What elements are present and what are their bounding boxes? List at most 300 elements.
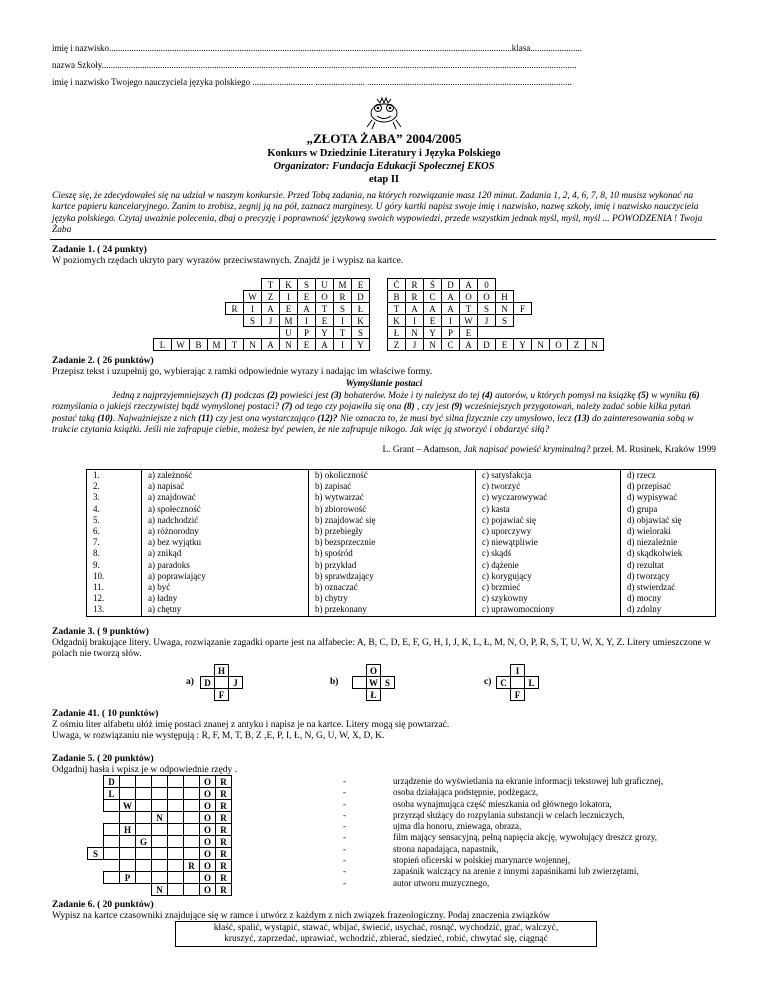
- grid-cell: T: [316, 303, 334, 315]
- puzzle-cell: [511, 677, 525, 689]
- grid-cell: [550, 279, 568, 291]
- definition-text: autor utworu muzycznego,: [393, 877, 490, 888]
- crossword-cell: R: [216, 860, 232, 872]
- frog-logo-icon: [363, 95, 405, 135]
- grid-cell: W: [172, 339, 190, 351]
- grid-cell: [532, 279, 550, 291]
- grid-cell: M: [280, 315, 298, 327]
- crossword-cell: P: [120, 872, 136, 884]
- task2-title: Zadanie 2. ( 26 punktów): [52, 356, 154, 366]
- puzzle-cell: [381, 689, 395, 701]
- grid-cell: R: [334, 291, 352, 303]
- option-item: b) bezsprzecznie: [315, 537, 376, 548]
- grid-cell: [568, 291, 586, 303]
- grid-cell: [226, 279, 244, 291]
- option-item: 3.: [93, 492, 100, 503]
- contest-title: „ZŁOTA ŻABA” 2004/2005: [306, 131, 462, 146]
- grid-cell: [190, 315, 208, 327]
- grid-cell: [514, 315, 532, 327]
- grid-cell: T: [262, 279, 280, 291]
- task3-instruction: Odgadnij brakujące litery. Uwaga, rozwiązanie zagadki oparte jest na alfabecie: A, B, C, D, E, F, G, H, I, J, K, L, Ł, M, N, O, P, R, S, T, U, W, X, Y, Z. Litery umieszczone w polach nie tworzą słów.: [52, 638, 711, 660]
- grid-cell: [532, 291, 550, 303]
- crossword-cell: [152, 872, 168, 884]
- grid-cell: A: [442, 303, 460, 315]
- task2-options-table: [86, 469, 716, 617]
- options-a: [142, 470, 309, 617]
- crossword-cell: R: [216, 788, 232, 800]
- grid-cell: E: [460, 327, 478, 339]
- grid-cell: F: [514, 303, 532, 315]
- grid-cell: I: [298, 315, 316, 327]
- option-item: d) wieloraki: [627, 526, 671, 537]
- grid-cell: R: [406, 291, 424, 303]
- grid-cell: Z: [568, 339, 586, 351]
- stage: etap II: [368, 174, 400, 185]
- option-item: 11.: [93, 582, 104, 593]
- puzzle-cell: J: [229, 677, 243, 689]
- grid-cell: [514, 279, 532, 291]
- grid-cell: K: [388, 315, 406, 327]
- grid-cell: [208, 327, 226, 339]
- grid-cell: Ć: [388, 279, 406, 291]
- grid-cell: [586, 327, 604, 339]
- task2-text: Jedną z najprzyjemniejszych (1) podczas (2) powieści jest (3) bohaterów. Może i ty należysz do tej (4) autorów, u których pomysł na książkę (5) w wyniku (6) rozmyślania o jakiejś rzeczywistej bądź wymyślonej postaci? (7) od tego czy pojawiła się ona (8) , czy jest (9) wcześniejszych przygotowań, należy zadać sobie kilka pytań postać taką (10). Najważniejsze z nich (11) czy jest ona wystarczająco (12)? Nie oznacza to, że musi być silna fizycznie czy umysłowo, lecz (13) do zainteresowania sobą w trakcie czytania książki. Jeśli nie zafrapuje ciebie, możesz być pewien, że nie zafrapuje nikogo. Jak więc ją stworzyć i obdarzyć siłą?: [52, 391, 700, 435]
- dash: -: [343, 843, 346, 854]
- grid-cell: [496, 327, 514, 339]
- grid-cell: [550, 327, 568, 339]
- grid-cell: J: [406, 339, 424, 351]
- crossword-cell: [184, 872, 200, 884]
- crossword-cell: [152, 824, 168, 836]
- crossword-cell: R: [216, 800, 232, 812]
- name-line: imię i nazwisko...................................................................................................................................................................................klasa.......................: [52, 43, 582, 53]
- option-item: 12.: [93, 593, 105, 604]
- grid-cell: [370, 303, 388, 315]
- crossword-cell: [104, 848, 120, 860]
- puzzle-cell: H: [215, 665, 229, 677]
- grid-cell: A: [262, 303, 280, 315]
- definition-item: [343, 855, 663, 866]
- puzzle-cell: [353, 677, 367, 689]
- task5-instruction: Odgadnij hasła i wpisz je w odpowiednie rzędy .: [52, 765, 237, 775]
- option-item: a) ładny: [148, 593, 178, 604]
- crossword-cell: R: [184, 860, 200, 872]
- puzzle-cell: [201, 689, 215, 701]
- crossword-cell: [88, 884, 104, 896]
- crossword-cell: R: [216, 824, 232, 836]
- grid-cell: I: [244, 303, 262, 315]
- option-item: d) tworzący: [627, 570, 670, 581]
- crossword-cell: [120, 788, 136, 800]
- puzzle-cell: [215, 677, 229, 689]
- crossword-cell: N: [152, 812, 168, 824]
- crossword-cell: [184, 776, 200, 788]
- crossword-cell: [184, 824, 200, 836]
- option-item: a) paradoks: [148, 559, 190, 570]
- puzzle-cell: F: [511, 689, 525, 701]
- crossword-cell: [88, 800, 104, 812]
- grid-cell: B: [388, 291, 406, 303]
- grid-cell: T: [388, 303, 406, 315]
- grid-cell: [172, 327, 190, 339]
- option-item: a) różnorodny: [148, 526, 199, 537]
- grid-cell: [550, 291, 568, 303]
- puzzle-cell: [353, 665, 367, 677]
- grid-cell: [172, 315, 190, 327]
- option-item: 7.: [93, 537, 100, 548]
- grid-cell: [532, 327, 550, 339]
- organizer: Organizator: Fundacja Edukacji Społecznej EKOS: [273, 161, 495, 172]
- grid-cell: I: [334, 315, 352, 327]
- school-line: nazwa Szkoły...................................................................................................................................................................................................................: [52, 60, 577, 70]
- grid-cell: N: [532, 339, 550, 351]
- definition-text: stopień oficerski w polskiej marynarce wojennej,: [393, 855, 570, 866]
- source-publication: przeł. M. Rusinek, Kraków 1999: [590, 445, 716, 455]
- grid-cell: T: [460, 303, 478, 315]
- option-item: d) rezultat: [627, 559, 664, 570]
- option-item: c) kasta: [482, 503, 510, 514]
- grid-cell: [514, 291, 532, 303]
- grid-cell: [586, 303, 604, 315]
- crossword-cell: O: [200, 788, 216, 800]
- grid-cell: 0: [478, 279, 496, 291]
- dash: -: [343, 798, 346, 809]
- option-item: 4.: [93, 503, 100, 514]
- grid-cell: T: [334, 327, 352, 339]
- grid-cell: E: [316, 315, 334, 327]
- grid-cell: I: [406, 315, 424, 327]
- crossword-cell: [152, 860, 168, 872]
- grid-cell: [532, 315, 550, 327]
- grid-cell: [370, 315, 388, 327]
- task6-verb-box: [175, 921, 597, 947]
- crossword-cell: O: [200, 836, 216, 848]
- grid-cell: R: [226, 303, 244, 315]
- puzzle-cell: [525, 689, 539, 701]
- option-item: c) dążenie: [482, 559, 519, 570]
- option-item: d) skądkolwiek: [627, 548, 683, 559]
- grid-cell: [370, 291, 388, 303]
- grid-cell: [586, 315, 604, 327]
- definition-text: ujma dla honoru, zniewaga, obraza,: [393, 821, 522, 832]
- option-item: c) korygujący: [482, 570, 532, 581]
- crossword-cell: [168, 872, 184, 884]
- task3-puzzle-a: [200, 664, 243, 701]
- option-item: c) satysfakcja: [482, 470, 532, 480]
- option-item: a) chętny: [148, 604, 182, 615]
- grid-cell: [478, 327, 496, 339]
- puzzle-cell: [525, 665, 539, 677]
- option-item: c) wyczarowywać: [482, 492, 548, 503]
- option-item: b) zbiorowość: [315, 503, 367, 514]
- crossword-cell: G: [136, 836, 152, 848]
- crossword-cell: O: [200, 776, 216, 788]
- dash: -: [343, 855, 346, 866]
- grid-cell: Z: [388, 339, 406, 351]
- options-b: [309, 470, 476, 617]
- option-item: b) znajdować się: [315, 514, 376, 525]
- crossword-cell: O: [200, 860, 216, 872]
- option-item: b) okoliczność: [315, 470, 368, 480]
- grid-cell: [172, 279, 190, 291]
- crossword-cell: [168, 776, 184, 788]
- task3-title: Zadanie 3. ( 9 punktów): [52, 627, 149, 637]
- teacher-line: imię i nazwisko Twojego nauczyciela języka polskiego ........................... ...................... ...........................................................................................: [52, 77, 572, 87]
- option-item: 8.: [93, 548, 100, 559]
- grid-cell: U: [280, 327, 298, 339]
- grid-cell: S: [478, 303, 496, 315]
- option-item: a) znikąd: [148, 548, 182, 559]
- grid-cell: E: [298, 339, 316, 351]
- crossword-cell: R: [216, 812, 232, 824]
- option-item: d) zdolny: [627, 604, 662, 615]
- grid-cell: Y: [424, 327, 442, 339]
- contest-subtitle: Konkurs w Dziedzinie Literatury i Języka Polskiego: [267, 148, 501, 159]
- crossword-cell: R: [216, 776, 232, 788]
- puzzle-cell: W: [367, 677, 381, 689]
- option-item: b) oznaczać: [315, 582, 358, 593]
- grid-cell: S: [244, 315, 262, 327]
- definition-text: zapaśnik walczący na arenie z innymi zapaśnikami lub zwierzętami,: [393, 866, 639, 877]
- source-author: L. Grant – Adamson,: [382, 445, 464, 455]
- crossword-cell: [104, 860, 120, 872]
- grid-cell: [154, 315, 172, 327]
- puzzle-cell: [201, 665, 215, 677]
- task2-instruction: Przepisz tekst i uzupełnij go, wybierając z ramki odpowiednie wyrazy i nadając im właściwe formy.: [52, 367, 433, 377]
- definition-text: urządzenie do wyświetlania na ekranie informacji tekstowej lub graficznej,: [393, 776, 664, 786]
- grid-cell: N: [280, 339, 298, 351]
- option-item: c) skądś: [482, 548, 512, 559]
- crossword-cell: [168, 812, 184, 824]
- grid-cell: Ś: [424, 279, 442, 291]
- definition-text: przyrząd służący do rozpylania substancji w celach leczniczych,: [393, 809, 625, 820]
- grid-cell: Ł: [388, 327, 406, 339]
- crossword-cell: [136, 872, 152, 884]
- option-item: d) rzecz: [627, 470, 656, 480]
- crossword-cell: [120, 836, 136, 848]
- divider: [50, 239, 716, 240]
- definition-text: osoba wynajmująca część mieszkania od głównego lokatora,: [393, 798, 612, 809]
- crossword-cell: [136, 800, 152, 812]
- task1-instruction: W poziomych rzędach ukryto pary wyrazów przeciwstawnych. Znajdź je i wypisz na kartce.: [52, 256, 404, 266]
- option-item: b) wytwarzać: [315, 492, 364, 503]
- grid-cell: I: [442, 315, 460, 327]
- option-item: a) napisać: [148, 481, 185, 492]
- option-item: b) zapisać: [315, 481, 352, 492]
- crossword-cell: H: [120, 824, 136, 836]
- task3-puzzle-c: [496, 664, 539, 701]
- option-item: d) mocny: [627, 593, 662, 604]
- puzzle-cell: Ł: [367, 689, 381, 701]
- grid-cell: [586, 279, 604, 291]
- crossword-cell: [88, 812, 104, 824]
- option-item: b) przykład: [315, 559, 357, 570]
- grid-cell: Y: [352, 339, 370, 351]
- option-item: d) stwierdzać: [627, 582, 676, 593]
- grid-cell: [496, 279, 514, 291]
- option-item: a) nadchodzić: [148, 514, 199, 525]
- crossword-cell: [136, 776, 152, 788]
- grid-cell: B: [190, 339, 208, 351]
- grid-cell: L: [154, 339, 172, 351]
- grid-cell: Ł: [352, 303, 370, 315]
- crossword-cell: [152, 776, 168, 788]
- crossword-cell: N: [152, 884, 168, 896]
- grid-cell: [172, 303, 190, 315]
- option-item: 6.: [93, 526, 100, 537]
- crossword-cell: [120, 776, 136, 788]
- definition-item: [343, 821, 663, 832]
- crossword-cell: O: [200, 824, 216, 836]
- option-item: 10.: [93, 570, 105, 581]
- puzzle-cell: O: [367, 665, 381, 677]
- grid-cell: [514, 327, 532, 339]
- verb-box-line2: kruszyć, zaprzedać, uprawiać, wchodzić, zbierać, siedzieć, robić, chwytać się, ciągnąć: [224, 934, 548, 944]
- grid-cell: Y: [316, 327, 334, 339]
- puzzle-cell: [497, 689, 511, 701]
- option-item: d) objawiać się: [627, 514, 682, 525]
- crossword-cell: [136, 860, 152, 872]
- task1-letter-grid: [153, 278, 604, 351]
- grid-cell: [244, 279, 262, 291]
- crossword-cell: [136, 812, 152, 824]
- task5-definitions: [343, 776, 663, 889]
- grid-cell: E: [352, 279, 370, 291]
- crossword-cell: [104, 824, 120, 836]
- grid-cell: O: [460, 291, 478, 303]
- dash: -: [343, 787, 346, 798]
- grid-cell: [568, 303, 586, 315]
- crossword-cell: [184, 848, 200, 860]
- option-item: a) być: [148, 582, 171, 593]
- grid-cell: K: [280, 279, 298, 291]
- task6-instruction: Wypisz na kartce czasowniki znajdujące się w ramce i utwórz z każdym z nich związek frazeologiczny. Podaj znaczenia związków: [52, 911, 551, 921]
- crossword-cell: O: [200, 800, 216, 812]
- grid-cell: I: [334, 339, 352, 351]
- puzzle-cell: [381, 665, 395, 677]
- crossword-cell: R: [216, 836, 232, 848]
- crossword-cell: [88, 788, 104, 800]
- option-item: a) poprawiający: [148, 570, 206, 581]
- crossword-cell: [136, 788, 152, 800]
- grid-cell: [586, 291, 604, 303]
- grid-cell: A: [442, 291, 460, 303]
- crossword-cell: [152, 800, 168, 812]
- dash: -: [343, 776, 346, 786]
- grid-cell: [370, 339, 388, 351]
- option-item: a) znajdować: [148, 492, 196, 503]
- grid-cell: [226, 315, 244, 327]
- option-item: 13.: [93, 604, 105, 615]
- crossword-cell: [88, 776, 104, 788]
- intro-paragraph: Cieszę się, że zdecydowałeś się na udział w naszym konkursie. Przed Tobą zadania, na których rozwiązanie masz 120 minut. Zadania 1, 2, 4, 6, 7, 8, 10 musisz wykonać na kartce papieru kancelaryjnego. Zanim to zrobisz, zegnij ją na pół, zaznacz marginesy. U góry kartki napisz swoje imię i nazwisko, nazwę szkoły, imię i nazwisko nauczyciela języka polskiego. Czytaj uważnie polecenia, dbaj o precyzję i poprawność językową swoich wypowiedzi, przede wszystkim jednak myśl, myśl, myśl ... POWODZENIA ! Twoja Żaba: [52, 191, 703, 235]
- grid-cell: A: [262, 339, 280, 351]
- crossword-cell: W: [120, 800, 136, 812]
- option-item: c) niewątpliwie: [482, 537, 538, 548]
- definition-item: [343, 878, 663, 889]
- crossword-cell: O: [200, 812, 216, 824]
- grid-cell: J: [262, 315, 280, 327]
- crossword-cell: [88, 836, 104, 848]
- grid-cell: D: [352, 291, 370, 303]
- crossword-cell: [168, 788, 184, 800]
- grid-cell: [208, 315, 226, 327]
- grid-cell: M: [208, 339, 226, 351]
- definition-item: [343, 799, 663, 810]
- grid-cell: R: [406, 279, 424, 291]
- definition-item: [343, 866, 663, 877]
- task5-crossword: [87, 775, 232, 896]
- grid-cell: W: [460, 315, 478, 327]
- option-item: b) chytry: [315, 593, 348, 604]
- crossword-cell: [88, 824, 104, 836]
- grid-cell: K: [352, 315, 370, 327]
- definition-text: strona napadająca, napastnik,: [393, 843, 499, 854]
- grid-cell: Z: [262, 291, 280, 303]
- option-item: d) przepisać: [627, 481, 671, 492]
- option-item: c) szykowny: [482, 593, 528, 604]
- crossword-cell: [104, 812, 120, 824]
- crossword-cell: O: [200, 848, 216, 860]
- grid-cell: [190, 327, 208, 339]
- puzzle-cell: [353, 689, 367, 701]
- crossword-cell: [168, 860, 184, 872]
- grid-cell: [154, 303, 172, 315]
- grid-cell: C: [424, 291, 442, 303]
- grid-cell: O: [478, 291, 496, 303]
- crossword-cell: R: [216, 872, 232, 884]
- option-item: c) uprawomocniony: [482, 604, 555, 615]
- crossword-cell: [88, 872, 104, 884]
- option-item: 5.: [93, 514, 100, 525]
- puzzle-cell: [229, 665, 243, 677]
- option-item: a) społeczność: [148, 503, 201, 514]
- crossword-cell: R: [216, 848, 232, 860]
- grid-cell: N: [244, 339, 262, 351]
- grid-cell: M: [334, 279, 352, 291]
- task3-label-c: c): [484, 677, 492, 687]
- grid-cell: [370, 327, 388, 339]
- grid-cell: O: [316, 291, 334, 303]
- crossword-cell: S: [88, 848, 104, 860]
- crossword-cell: [136, 848, 152, 860]
- grid-cell: [550, 315, 568, 327]
- crossword-cell: [136, 884, 152, 896]
- grid-cell: [154, 327, 172, 339]
- grid-cell: [208, 279, 226, 291]
- option-item: c) brzmieć: [482, 582, 521, 593]
- task3-puzzle-b: [352, 664, 395, 701]
- dash: -: [343, 832, 346, 843]
- grid-cell: [190, 279, 208, 291]
- grid-cell: [154, 291, 172, 303]
- grid-cell: D: [478, 339, 496, 351]
- grid-cell: S: [352, 327, 370, 339]
- option-item: c) tworzyć: [482, 481, 521, 492]
- grid-cell: P: [442, 327, 460, 339]
- crossword-cell: [184, 800, 200, 812]
- task4-line1: Z ośmiu liter alfabetu ułóż imię postaci znanej z antyku i napisz je na kartce. Litery mogą się powtarzać.: [52, 720, 450, 730]
- option-item: 2.: [93, 481, 100, 492]
- grid-cell: E: [424, 315, 442, 327]
- puzzle-cell: [497, 665, 511, 677]
- crossword-cell: [152, 788, 168, 800]
- grid-cell: [262, 327, 280, 339]
- dash: -: [343, 877, 346, 888]
- grid-cell: N: [406, 327, 424, 339]
- option-item: b) sprawdzający: [315, 570, 374, 581]
- crossword-cell: [152, 836, 168, 848]
